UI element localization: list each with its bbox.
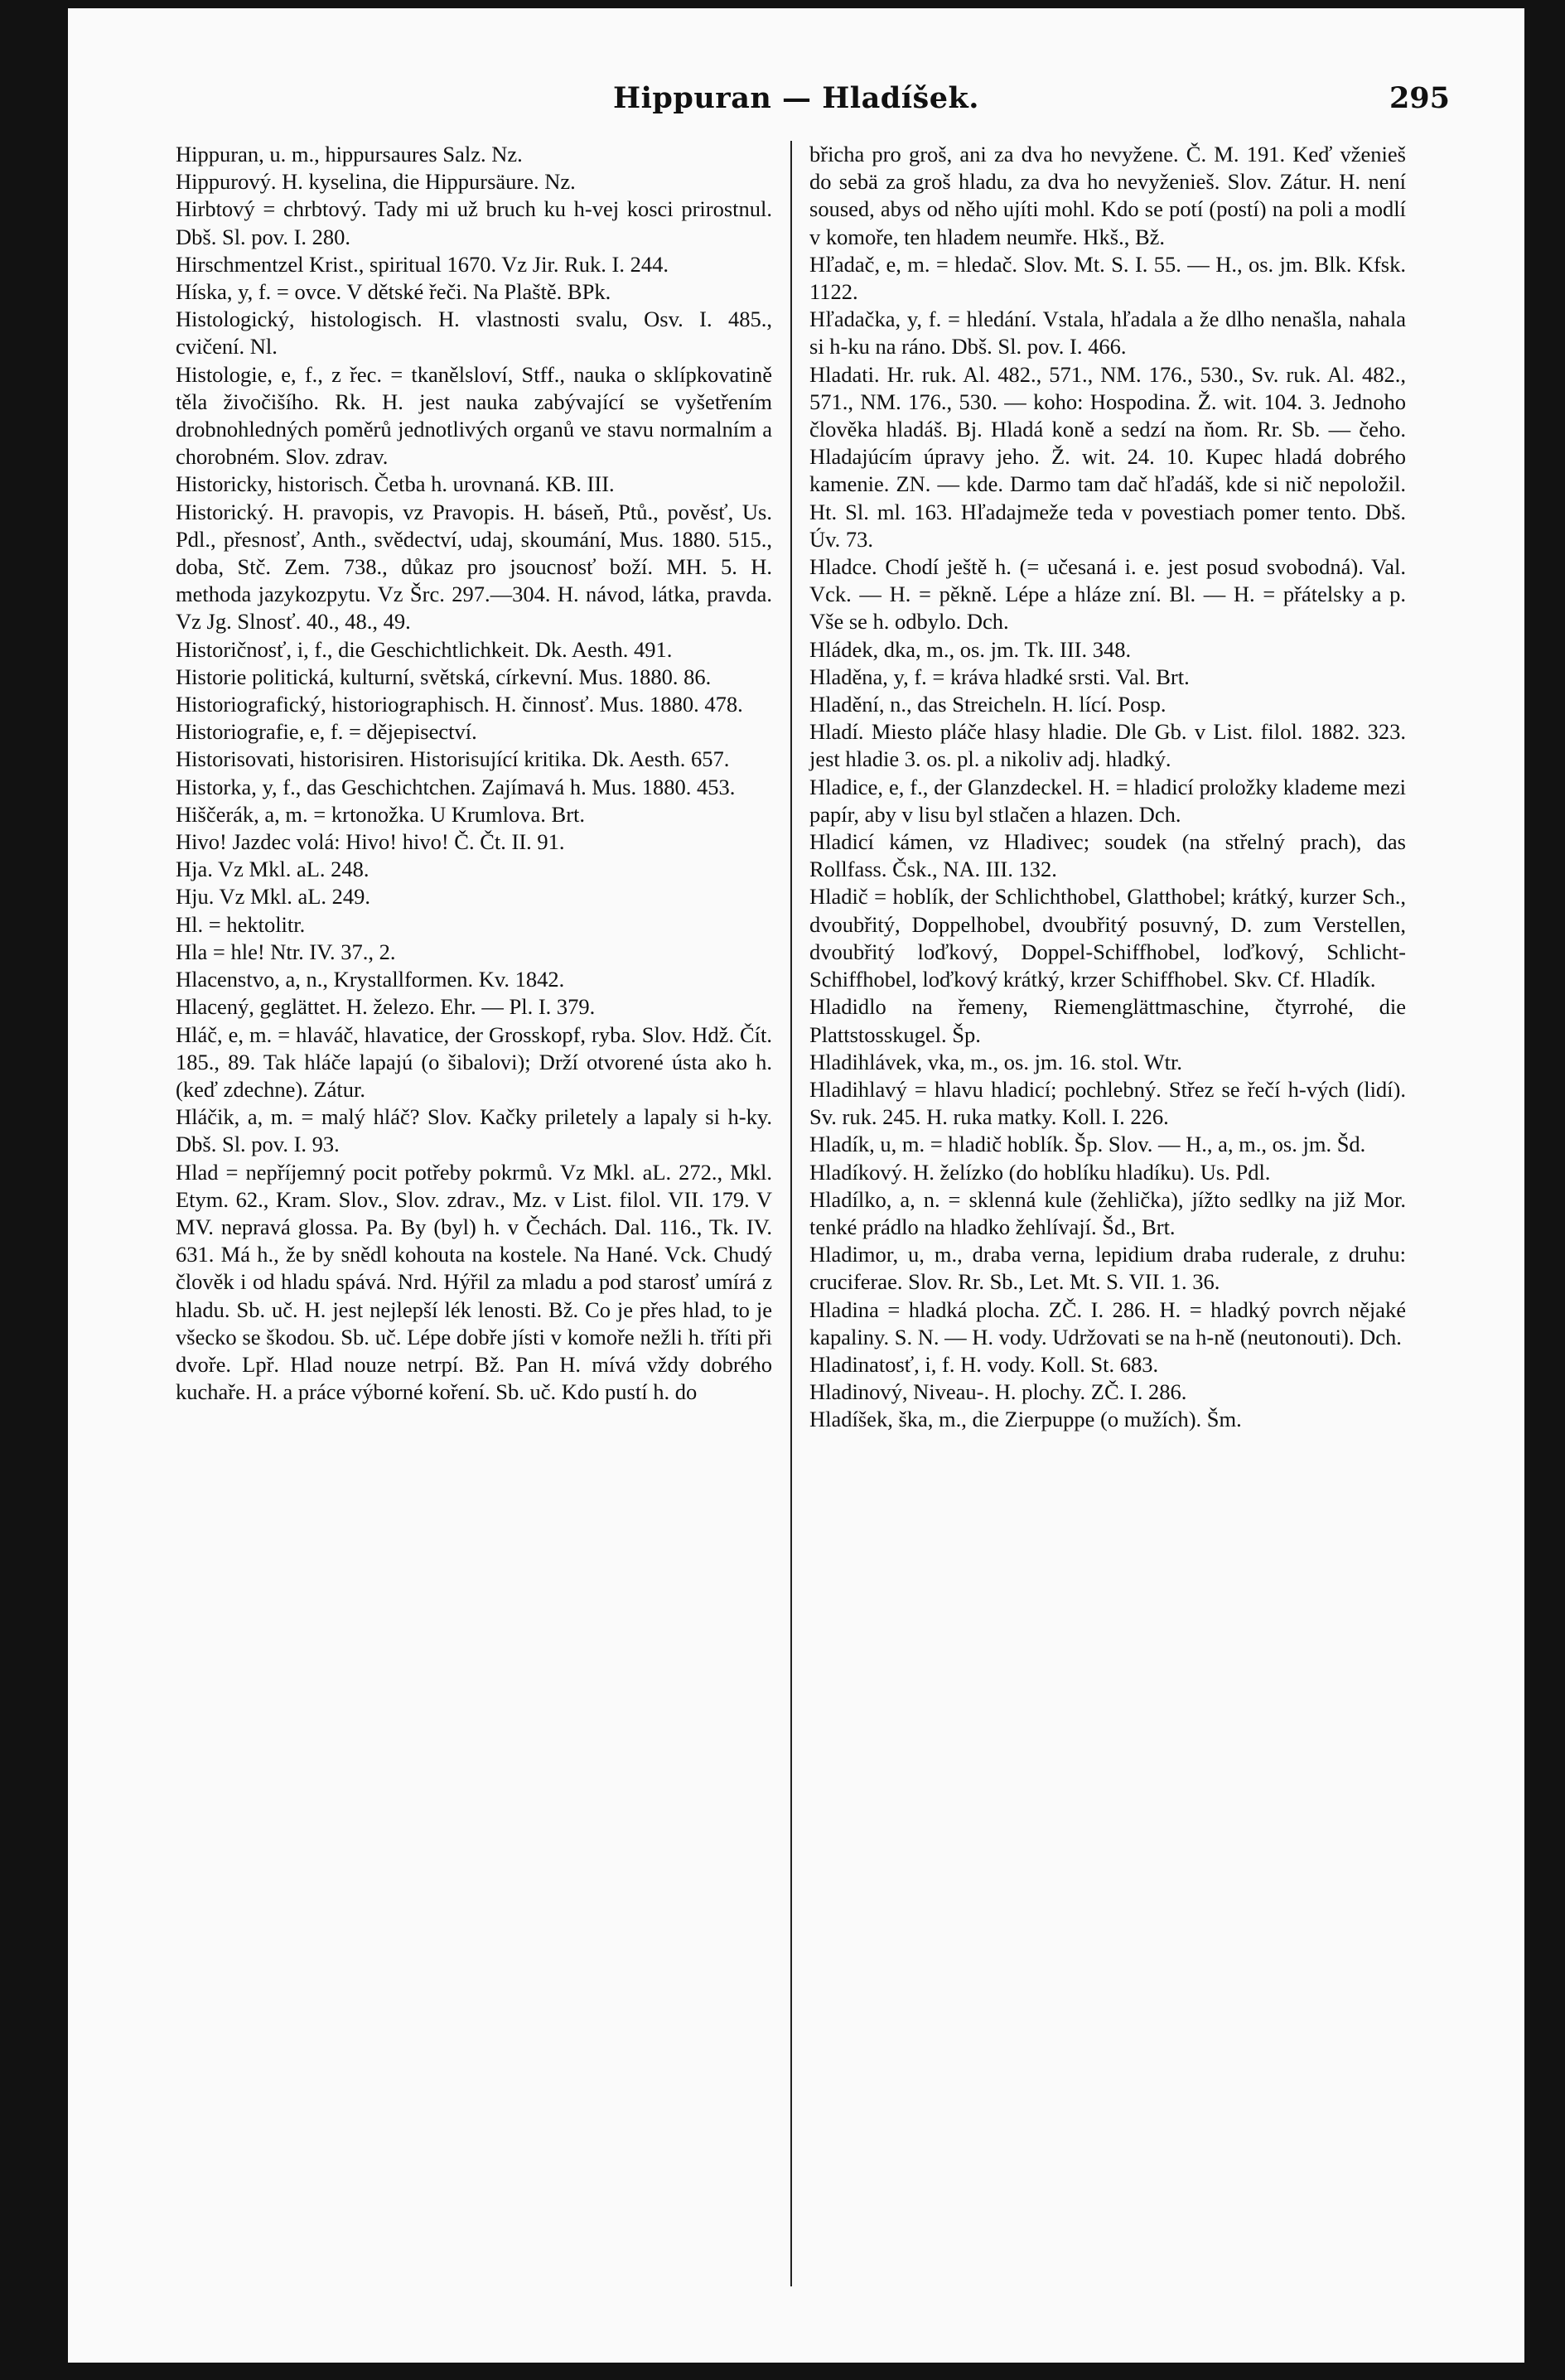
entry: Hladati. Hr. ruk. Al. 482., 571., NM. 176., 530., Sv. ruk. Al. 482., 571., NM. 176., 530. — koho: Hospodina. Ž. wit. 104. 3. Jednoho člověka hladáš. Bj. Hladá koně a sedzí na ňom. Rr. Sb. — čeho. Hladajúcím úpravy jeho. Ž. wit. 24. 10. Kupec hladá dobrého kamenie. ZN. — kde. Darmo tam dač hľadáš, kde si nič nepoložil. Ht. Sl. ml. 163. Hľadajmeže teda v povestiach pomer tento. Dbš. Úv. 73. xyxy=(809,361,1406,552)
entry: Historka, y, f., das Geschichtchen. Zajímavá h. Mus. 1880. 453. xyxy=(176,774,736,799)
entry: Historiografický, historiographisch. H. činnosť. Mus. 1880. 478. xyxy=(176,692,743,717)
page-header xyxy=(68,81,1524,131)
entry: Historicky, historisch. Četba h. urovnaná. KB. III. xyxy=(176,471,615,497)
entry: Hladíkový. H. želízko (do hoblíku hladíku). Us. Pdl. xyxy=(809,1159,1271,1185)
entry: Hláč, e, m. = hlaváč, hlavatice, der Grosskopf, ryba. Slov. Hdž. Čít. 185., 89. Tak hláče lapajú (o šibalovi); Drží otvorené ústa ako h. (keď zdechne). Zátur. xyxy=(176,1021,772,1102)
entry: břicha pro groš, ani za dva ho nevyžene. Č. M. 191. Keď vženieš do sebä za groš hladu, za dva ho nevyženieš. Slov. Zátur. H. není soused, abys od něho ujíti mohl. Kdo se potí (postí) na poli a modlí v komoře, ten hladem neumře. Hkš., Bž. xyxy=(809,142,1406,249)
running-head: Hippuran — Hladíšek. xyxy=(613,81,979,115)
entry: Hirschmentzel Krist., spiritual 1670. Vz Jir. Ruk. I. 244. xyxy=(176,251,669,277)
entry: Hladimor, u, m., draba verna, lepidium draba ruderale, z druhu: cruciferae. Slov. Rr. Sb., Let. Mt. S. VII. 1. 36. xyxy=(809,1242,1406,1295)
entry: Hláčik, a, m. = malý hláč? Slov. Kačky priletely a lapaly si h-ky. Dbš. Sl. pov. I. 93. xyxy=(176,1104,772,1157)
entry: Hippurový. H. kyselina, die Hippursäure. Nz. xyxy=(176,169,576,195)
entry: Hja. Vz Mkl. aL. 248. xyxy=(176,857,370,882)
entry: Hippuran, u. m., hippursaures Salz. Nz. xyxy=(176,142,523,167)
entry: Histologie, e, f., z řec. = tkanělsloví, Stff., nauka o sklípkovatině těla živočišího. Rk. H. jest nauka zabývající se vyšetřením drobnohledných poměrů jednotlivých organů ve stavu normalním a chorobném. Slov. zdrav. xyxy=(176,361,772,470)
entry: Hladěna, y, f. = kráva hladké srsti. Val. Brt. xyxy=(809,664,1190,689)
page-number: 295 xyxy=(1389,81,1450,115)
entry: Historiografie, e, f. = dějepisectví. xyxy=(176,719,477,745)
entry: Histologický, histologisch. H. vlastnosti svalu, Osv. I. 485., cvičení. Nl. xyxy=(176,307,772,360)
entry: Historičnosť, i, f., die Geschichtlichkeit. Dk. Aesth. 491. xyxy=(176,636,673,662)
entry: Hlacenstvo, a, n., Krystallformen. Kv. 1842. xyxy=(176,967,565,992)
entry: Hladí. Miesto pláče hlasy hladie. Dle Gb. v List. filol. 1882. 323. jest hladie 3. os. pl. a nikoliv adj. hladký. xyxy=(809,719,1406,772)
entry: Hla = hle! Ntr. IV. 37., 2. xyxy=(176,939,396,964)
entry: Hirbtový = chrbtový. Tady mi už bruch ku h-vej kosci prirostnul. Dbš. Sl. pov. I. 280. xyxy=(176,196,772,249)
entry: Hladinový, Niveau-. H. plochy. ZČ. I. 286. xyxy=(809,1379,1187,1405)
entry: Hladihlavý = hlavu hladicí; pochlebný. Střez se řečí h-vých (lidí). Sv. ruk. 245. H. ruka matky. Koll. I. 226. xyxy=(809,1076,1406,1130)
entry: Hladicí kámen, vz Hladivec; soudek (na střelný prach), das Rollfass. Čsk., NA. III. 132. xyxy=(809,829,1406,882)
entry: Hladění, n., das Streicheln. H. lící. Posp. xyxy=(809,692,1167,717)
entry: Hladice, e, f., der Glanzdeckel. H. = hladicí proložky klademe mezi papír, aby v lisu byl stlačen a hlazen. Dch. xyxy=(809,774,1406,827)
entry: Historický. H. pravopis, vz Pravopis. H. báseň, Ptů., pověsť, Us. Pdl., přesnosť, Anth., svědectví, udaj, skoumání, Mus. 1880. 515., doba, Stč. Zem. 738., důkaz pro jsoucnosť boží. MH. 5. H. methoda jazykozpytu. Vz Šrc. 297.—304. H. návod, látka, pravda. Vz Jg. Slnosť. 40., 48., 49. xyxy=(176,499,772,635)
entry: Hladce. Chodí ještě h. (= učesaná i. e. jest posud svobodná). Val. Vck. — H. = pěkně. Lépe a hláze zní. Bl. — H. = přátelsky a p. Vše se h. odbylo. Dch. xyxy=(809,554,1406,635)
entry: Hladidlo na řemeny, Riemenglättmaschine, čtyrrohé, die Plattstosskugel. Šp. xyxy=(809,994,1406,1047)
entry: Hladíšek, ška, m., die Zierpuppe (o mužích). Šm. xyxy=(809,1407,1242,1432)
entry: Híska, y, f. = ovce. V dětské řeči. Na Plaště. BPk. xyxy=(176,279,611,305)
entry: Hlacený, geglättet. H. železo. Ehr. — Pl. I. 379. xyxy=(176,994,596,1020)
dictionary-page xyxy=(68,8,1524,2363)
entry: Hl. = hektolitr. xyxy=(176,911,306,937)
column-rule xyxy=(790,141,792,2286)
entry: Hladík, u, m. = hladič hoblík. Šp. Slov. — H., a, m., os. jm. Šd. xyxy=(809,1132,1366,1157)
entry: Hladič = hoblík, der Schlichthobel, Glatthobel; krátký, kurzer Sch., dvoubřitý, Doppelhobel, dvoubřitý posuvný, D. zum Verstellen, dvoubřitý loďkový, Doppel-Schiffhobel, loďkový, Schlicht-Schiffhobel, loďkový krátký, krzer Schiffhobel. Skv. Cf. Hladík. xyxy=(809,884,1406,992)
entry: Hladinatosť, i, f. H. vody. Koll. St. 683. xyxy=(809,1351,1159,1377)
entry: Historisovati, historisiren. Historisující kritika. Dk. Aesth. 657. xyxy=(176,746,730,772)
entry: Hiščerák, a, m. = krtonožka. U Krumlova. Brt. xyxy=(176,801,586,827)
right-column xyxy=(809,141,1406,1434)
entry: Hládek, dka, m., os. jm. Tk. III. 348. xyxy=(809,636,1132,662)
entry: Hju. Vz Mkl. aL. 249. xyxy=(176,884,371,910)
entry: Hivo! Jazdec volá: Hivo! hivo! Č. Čt. II. 91. xyxy=(176,829,565,855)
entry: Hladílko, a, n. = sklenná kule (žehlička), jížto sedlky na již Mor. tenké prádlo na hladko žehlívají. Šd., Brt. xyxy=(809,1186,1406,1239)
entry: Hľadač, e, m. = hledač. Slov. Mt. S. I. 55. — H., os. jm. Blk. Kfsk. 1122. xyxy=(809,251,1406,305)
left-column xyxy=(176,141,772,1406)
entry: Historie politická, kulturní, světská, církevní. Mus. 1880. 86. xyxy=(176,664,712,689)
entry: Hladina = hladká plocha. ZČ. I. 286. H. = hladký povrch nějaké kapaliny. S. N. — H. vody. Udržovati se na h-ně (neutonouti). Dch. xyxy=(809,1296,1406,1349)
entry: Hladihlávek, vka, m., os. jm. 16. stol. Wtr. xyxy=(809,1049,1182,1074)
entry: Hľadačka, y, f. = hledání. Vstala, hľadala a že dlho nenašla, nahala si h-ku na ráno. Dbš. Sl. pov. I. 466. xyxy=(809,307,1406,360)
entry: Hlad = nepříjemný pocit potřeby pokrmů. Vz Mkl. aL. 272., Mkl. Etym. 62., Kram. Slov., Slov. zdrav., Mz. v List. filol. VII. 179. V MV. nepravá glossa. Pa. By (byl) h. v Čechách. Dal. 116., Tk. IV. 631. Má h., že by snědl kohouta na kostele. Na Hané. Vck. Chudý člověk i od hladu spává. Nrd. Hýřil za mladu a pod starosť umírá z hladu. Sb. uč. H. jest nejlepší lék lenosti. Bž. Co je přes hlad, to je všecko se škodou. Sb. uč. Lépe dobře jísti v komoře nežli h. tříti při dvoře. Lpř. Hlad nouze netrpí. Bž. Pan H. mívá vždy dobrého kuchaře. H. a práce výborné koření. Sb. uč. Kdo pustí h. do xyxy=(176,1159,772,1405)
